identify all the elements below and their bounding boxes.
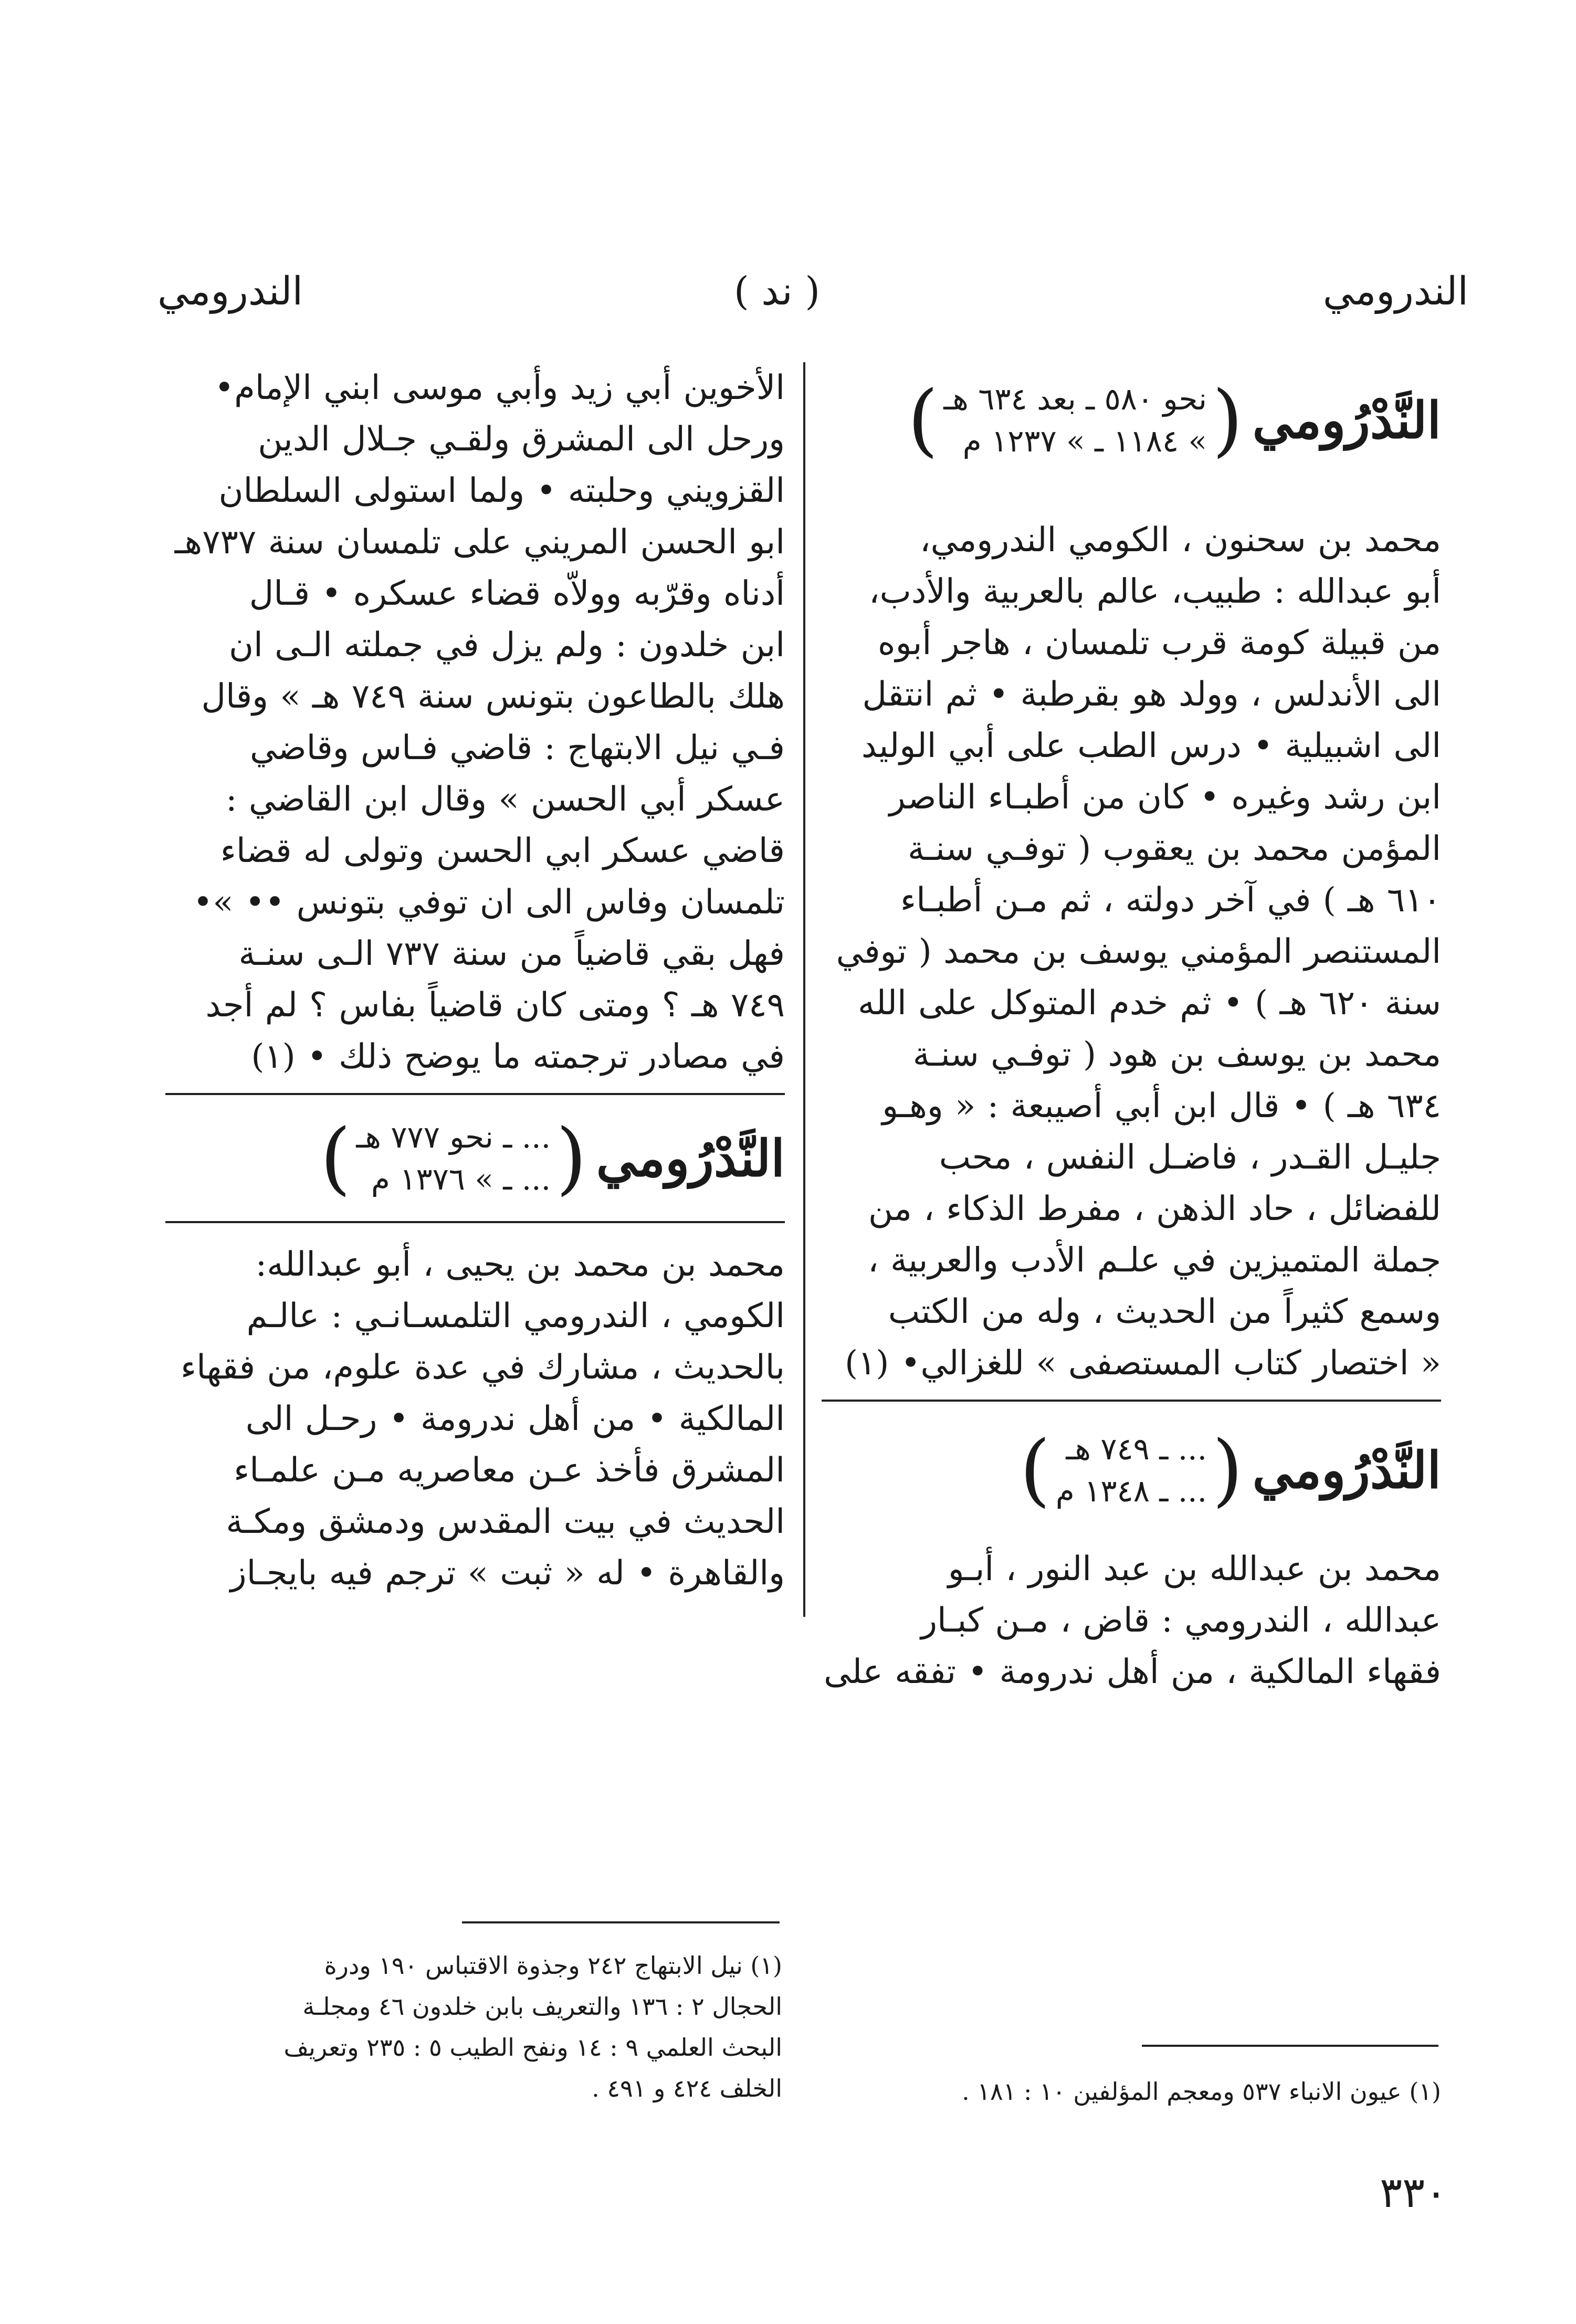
text-line: المشرق فأخذ عـن معاصريه مـن علمـاء [234, 1451, 785, 1490]
text-line: الكومي ، الندرومي التلمسـانـي : عالـم [246, 1297, 785, 1335]
text-line: بالحديث ، مشارك في عدة علوم، من فقهاء [181, 1348, 785, 1387]
text-line: ٦١٠ هـ ) في آخر دولته ، ثم مـن أطبـاء [900, 881, 1441, 920]
text-line: ابن رشد وغيره • كان من أطبـاء الناصر [889, 778, 1441, 817]
text-line: فـي نيل الابتهاج : قاضي فـاس وقاضي [249, 729, 785, 767]
text-line: ٧٤٩ هـ ؟ ومتى كان قاضياً بفاس ؟ لم أجد [205, 986, 785, 1025]
date-gregorian: ... ـ ١٣٤٨ م [1055, 1473, 1207, 1509]
page-number: ٣٣٠ [1380, 2168, 1447, 2217]
running-head-left: الندرومي [157, 269, 303, 314]
column-divider [803, 362, 805, 1617]
entry-heading [165, 1100, 785, 1216]
text-line: جليـل القـدر ، فاضـل النفس ، محب [939, 1138, 1441, 1177]
text-line: محمد بن سحنون ، الكومي الندرومي، [920, 521, 1441, 560]
entry-separator [822, 1400, 1441, 1402]
entry-dates: ( نحو ٥٨٠ ـ بعد ٦٣٤ هـ » ١١٨٤ ـ » ١٢٣٧ م ) [907, 374, 1243, 466]
footnote [163, 1945, 782, 2109]
text-line: القزويني وحلبته • ولما استولى السلطان [218, 471, 785, 510]
text-line: محمد بن يوسف بن هود ( توفـي سنـة [912, 1035, 1441, 1074]
text-line: من قبيلة كومة قرب تلمسان ، هاجر أبوه [878, 624, 1441, 663]
entry-body [822, 514, 1441, 1389]
text-line: جملة المتميزين في علـم الأدب والعربية ، [867, 1241, 1441, 1280]
footnote-line: الخلف ٤٢٤ و ٤٩١ . [592, 2074, 782, 2102]
text-line: المالكية • من أهل ندرومة • رحـل الى [245, 1400, 785, 1438]
entry-heading [822, 362, 1441, 478]
text-line: عبدالله ، الندرومي : قاض ، مـن كبـار [921, 1601, 1441, 1640]
date-hijri: نحو ٥٨٠ ـ بعد ٦٣٤ هـ [943, 381, 1207, 417]
text-line: في مصادر ترجمته ما يوضح ذلك • (١) [251, 1037, 785, 1076]
footnote-rule [462, 1921, 780, 1923]
text-line: المؤمن محمد بن يعقوب ( توفـي سنـة [907, 829, 1441, 868]
footnote-line: الحجال ٢ : ١٣٦ والتعريف بابن خلدون ٤٦ ومجلـة [302, 1992, 782, 2021]
entry-separator [165, 1093, 785, 1095]
date-hijri: ... ـ ٧٤٩ هـ [1066, 1431, 1207, 1467]
text-line: وسمع كثيراً من الحديث ، وله من الكتب [888, 1292, 1441, 1331]
date-hijri: ... ـ نحو ٧٧٧ هـ [356, 1119, 551, 1155]
entry-body [822, 1543, 1441, 1698]
text-line: عسكر أبي الحسن » وقال ابن القاضي : [225, 780, 785, 819]
text-line: « اختصار كتاب المستصفى » للغزالي• (١) [845, 1344, 1441, 1383]
footnote-line: البحث العلمي ٩ : ١٤ ونفح الطيب ٥ : ٢٣٥ وتعريف [283, 2033, 782, 2062]
text-line: الى اشبيلية • درس الطب على أبي الوليد [861, 727, 1441, 765]
entry-dates: ( ... ـ نحو ٧٧٧ هـ ... ـ » ١٣٧٦ م ) [320, 1112, 587, 1204]
footnote-line: (١) نيل الابتهاج ٢٤٢ وجذوة الاقتباس ١٩٠ ودرة [324, 1951, 782, 1980]
entry-dates: ( ... ـ ٧٤٩ هـ ... ـ ١٣٤٨ م ) [1020, 1424, 1243, 1516]
continuation-text [165, 362, 785, 1082]
text-line: محمد بن محمد بن يحيى ، أبو عبدالله: [255, 1245, 785, 1284]
section-marker: ( ند ) [733, 269, 821, 314]
text-line: الى الأندلس ، وولد هو بقرطبة • ثم انتقل [862, 675, 1441, 714]
text-line: للفضائل ، حاد الذهن ، مفرط الذكاء ، من [868, 1190, 1441, 1228]
date-gregorian: » ١١٨٤ ـ » ١٢٣٧ م [962, 423, 1207, 459]
text-line: الأخوين أبي زيد وأبي موسى ابني الإمام• [214, 369, 785, 407]
running-head-right: الندرومي [1322, 269, 1468, 314]
text-line: أبو عبدالله : طبيب، عالم بالعربية والأدب، [868, 572, 1441, 611]
text-line: المستنصر المؤمني يوسف بن محمد ( توفي [836, 932, 1441, 971]
text-line: هلك بالطاعون بتونس سنة ٧٤٩ هـ » وقال [201, 677, 785, 716]
text-line: محمد بن عبدالله بن عبد النور ، أبـو [948, 1550, 1441, 1589]
entry-separator [165, 1221, 785, 1223]
text-line: أدناه وقرّبه وولاّه قضاء عسكره • قـال [249, 574, 785, 613]
text-line: ٦٣٤ هـ ) • قال ابن أبي أصيبعة : « وهـو [882, 1087, 1441, 1126]
left-column [165, 362, 785, 1599]
text-line: ابن خلدون : ولم يزل في جملته الـى ان [229, 626, 785, 665]
entry-heading [822, 1412, 1441, 1528]
entry-name: النَّدْرُومي [1252, 390, 1441, 450]
text-line: والقاهرة • له « ثبت » ترجم فيه بايجـاز [230, 1554, 785, 1593]
entry-body [165, 1239, 785, 1599]
text-line: الحديث في بيت المقدس ودمشق ومكـة [226, 1502, 785, 1541]
text-line: ورحل الى المشرق ولقـي جـلال الدين [258, 420, 785, 459]
right-column [822, 362, 1441, 1698]
text-line: فهل بقي قاضياً من سنة ٧٣٧ الـى سنـة [238, 934, 785, 973]
text-line: فقهاء المالكية ، من أهل ندرومة • تفقه على [824, 1653, 1441, 1691]
text-line: تلمسان وفاس الى ان توفي بتونس •• »• [193, 883, 785, 922]
text-line: سنة ٦٢٠ هـ ) • ثم خدم المتوكل على الله [858, 984, 1441, 1023]
text-line: قاضي عسكر ابي الحسن وتولى له قضاء [220, 832, 785, 870]
date-gregorian: ... ـ » ١٣٧٦ م [371, 1161, 551, 1197]
footnote: (١) عيون الانباء ٥٣٧ ومعجم المؤلفين ١٠ : ١٨١ . [962, 2077, 1441, 2106]
entry-name: النَّدْرُومي [1252, 1440, 1441, 1500]
footnote-rule [1142, 2045, 1438, 2047]
text-line: ابو الحسن المريني على تلمسان سنة ٧٣٧هـ [174, 523, 785, 562]
entry-name: النَّدْرُومي [596, 1128, 785, 1188]
